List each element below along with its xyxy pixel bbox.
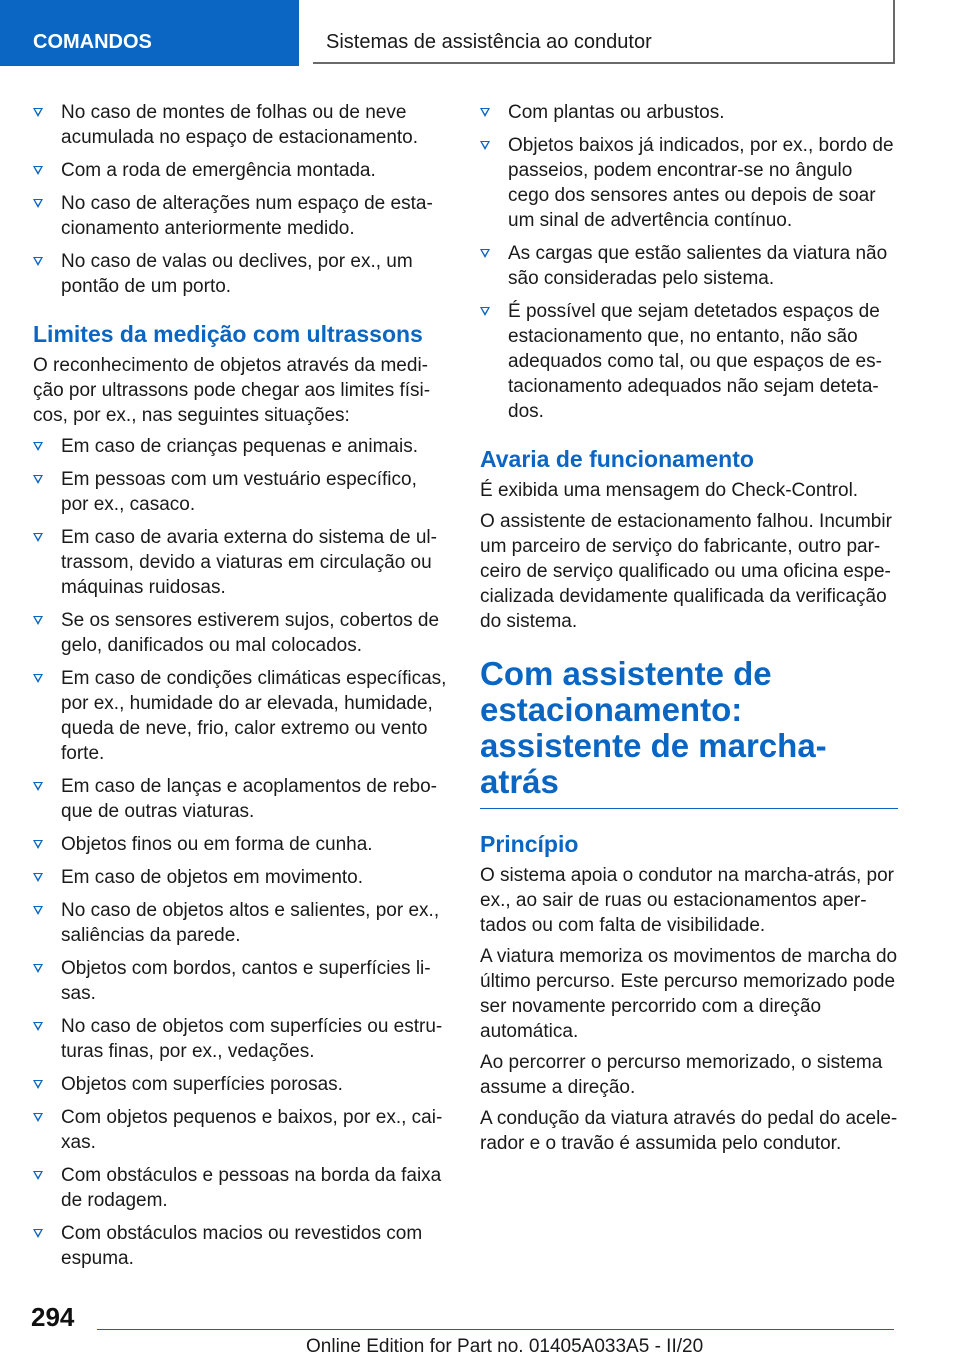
triangle-bullet-icon	[33, 1113, 43, 1122]
list-item: Em caso de lanças e acoplamentos de rebo-que de outras viaturas.	[33, 774, 447, 824]
bullet-list-top	[33, 100, 447, 299]
triangle-bullet-icon	[33, 442, 43, 451]
list-item: É possível que sejam detetados espaços de estacionamento que, no entanto, não são adequados como tal, ou que espaços de es-tacionamento adequados não sejam deteta-dos.	[480, 299, 898, 424]
list-item: Em caso de condições climáticas específicas, por ex., humidade do ar elevada, humidade, queda de neve, frio, calor extremo ou vento forte.	[33, 666, 447, 766]
triangle-bullet-icon	[33, 873, 43, 882]
triangle-bullet-icon	[33, 1022, 43, 1031]
list-item: No caso de objetos altos e salientes, por ex., saliências da parede.	[33, 898, 447, 948]
list-item: Com obstáculos macios ou revestidos com espuma.	[33, 1221, 447, 1271]
list-item: As cargas que estão salientes da viatura não são consideradas pelo sistema.	[480, 241, 898, 291]
triangle-bullet-icon	[33, 840, 43, 849]
triangle-bullet-icon	[33, 674, 43, 683]
triangle-bullet-icon	[480, 108, 490, 117]
edition-text: Online Edition for Part no. 01405A033A5 - II/20	[306, 1336, 704, 1357]
malfunction-paragraph: O assistente de estacionamento falhou. Incumbir um parceiro de serviço do fabricante, outro par-ceiro de serviço qualificado ou uma oficina espe-cializada devidamente qualificada da verificação do sistema.	[480, 511, 892, 632]
principle-paragraph: O sistema apoia o condutor na marcha-atrás, por ex., ao sair de ruas ou estacionamentos aper-tados ou com falta de visibilidade.	[480, 865, 894, 936]
section-tab: COMANDOS	[0, 0, 299, 66]
principle-paragraph: Ao percorrer o percurso memorizado, o sistema assume a direção.	[480, 1052, 883, 1098]
triangle-bullet-icon	[33, 906, 43, 915]
triangle-bullet-icon	[33, 166, 43, 175]
triangle-bullet-icon	[480, 141, 490, 150]
triangle-bullet-icon	[33, 1229, 43, 1238]
malfunction-paragraph: É exibida uma mensagem do Check-Control.	[480, 480, 859, 501]
page-header	[0, 0, 960, 66]
triangle-bullet-icon	[33, 616, 43, 625]
triangle-bullet-icon	[33, 257, 43, 266]
right-column	[480, 100, 898, 1162]
ultrasound-limits-heading: Limites da medição com ultrassons	[33, 321, 423, 347]
list-item: Com a roda de emergência montada.	[33, 158, 447, 183]
section-main-heading: Com assistente de estacionamento: assistente de marcha-atrás	[480, 656, 898, 809]
list-item: Com obstáculos e pessoas na borda da faixa de rodagem.	[33, 1163, 447, 1213]
principle-heading: Princípio	[480, 831, 579, 857]
malfunction-heading: Avaria de funcionamento	[480, 446, 754, 472]
list-item: Objetos baixos já indicados, por ex., bordo de passeios, podem encontrar-se no ângulo cego dos sensores antes ou depois de soar um sinal de advertência contínuo.	[480, 133, 898, 233]
triangle-bullet-icon	[33, 1080, 43, 1089]
bullet-list-limits	[33, 434, 447, 1271]
list-item: No caso de objetos com superfícies ou estru-turas finas, por ex., vedações.	[33, 1014, 447, 1064]
triangle-bullet-icon	[33, 782, 43, 791]
ultrasound-limits-intro: O reconhecimento de objetos através da medi-ção por ultrassons pode chegar aos limites físi-cos, por ex., nas seguintes situações:	[33, 355, 431, 426]
list-item: No caso de valas ou declives, por ex., um pontão de um porto.	[33, 249, 447, 299]
list-item: No caso de montes de folhas ou de neve acumulada no espaço de estacionamento.	[33, 100, 447, 150]
triangle-bullet-icon	[33, 964, 43, 973]
list-item: Com objetos pequenos e baixos, por ex., cai-xas.	[33, 1105, 447, 1155]
page-number: 294	[31, 1302, 75, 1332]
chapter-title: Sistemas de assistência ao condutor	[313, 0, 895, 64]
list-item: No caso de alterações num espaço de esta-cionamento anteriormente medido.	[33, 191, 447, 241]
list-item: Em caso de avaria externa do sistema de ul-trassom, devido a viaturas em circulação ou máquinas ruidosas.	[33, 525, 447, 600]
list-item: Em pessoas com um vestuário específico, por ex., casaco.	[33, 467, 447, 517]
triangle-bullet-icon	[33, 199, 43, 208]
triangle-bullet-icon	[33, 533, 43, 542]
bullet-list-right	[480, 100, 898, 424]
list-item: Em caso de crianças pequenas e animais.	[33, 434, 447, 459]
principle-paragraph: A viatura memoriza os movimentos de marcha do último percurso. Este percurso memorizado pode ser novamente percorrido com a direção automática.	[480, 946, 898, 1042]
left-column	[33, 100, 447, 1279]
list-item: Objetos com bordos, cantos e superfícies li-sas.	[33, 956, 447, 1006]
list-item: Com plantas ou arbustos.	[480, 100, 898, 125]
list-item: Em caso de objetos em movimento.	[33, 865, 447, 890]
triangle-bullet-icon	[480, 307, 490, 316]
list-item: Objetos finos ou em forma de cunha.	[33, 832, 447, 857]
list-item: Se os sensores estiverem sujos, cobertos de gelo, danificados ou mal colocados.	[33, 608, 447, 658]
triangle-bullet-icon	[33, 475, 43, 484]
footer-divider	[97, 1329, 894, 1330]
list-item: Objetos com superfícies porosas.	[33, 1072, 447, 1097]
principle-paragraph: A condução da viatura através do pedal do acele-rador e o travão é assumida pelo condutor.	[480, 1108, 898, 1154]
triangle-bullet-icon	[33, 108, 43, 117]
triangle-bullet-icon	[480, 249, 490, 258]
triangle-bullet-icon	[33, 1171, 43, 1180]
